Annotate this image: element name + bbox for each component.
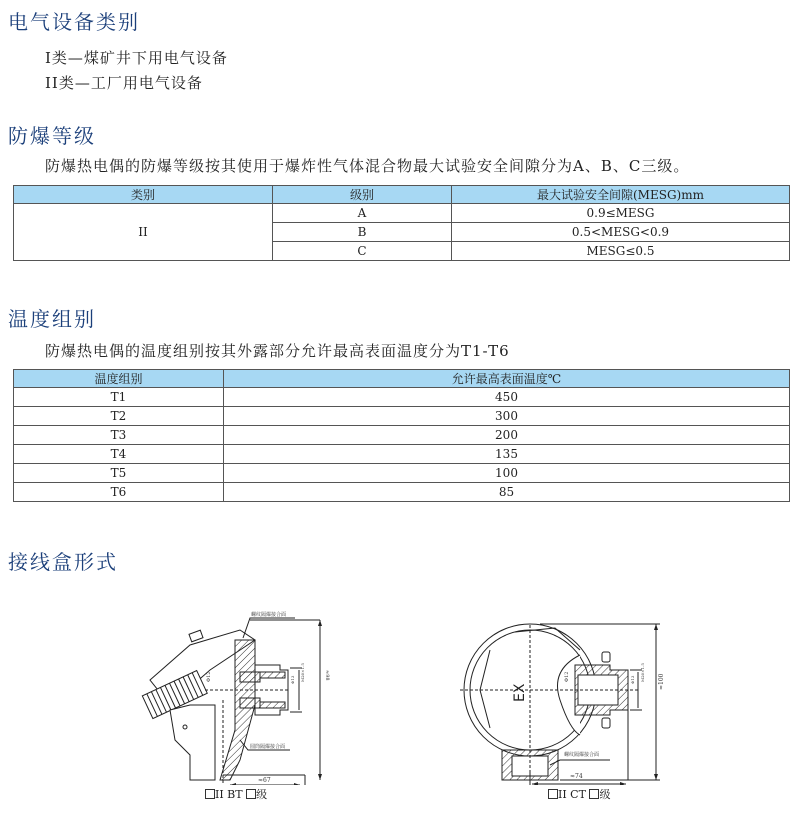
caption-ct-type: II CT — [558, 788, 586, 801]
temp-cell: 300 — [224, 407, 790, 426]
level-cell: C — [273, 242, 452, 261]
dim-d1: Φ12 — [206, 671, 212, 682]
temp-cell: 200 — [224, 426, 790, 445]
section-title-explosion-level: 防爆等级 — [8, 124, 96, 148]
caption-ct-level: 级 — [599, 788, 611, 801]
dim-width: ≈74 — [570, 773, 583, 780]
header-category: 类别 — [14, 186, 273, 204]
level-cell: B — [273, 223, 452, 242]
label-thread-joint: 螺纹隔爆接合面 — [564, 752, 600, 758]
caption-bt-type: II BT — [215, 788, 243, 801]
temp-cell: 85 — [224, 483, 790, 502]
blank-box-icon — [246, 789, 256, 799]
dim-thread: M20×1.5 — [300, 663, 305, 682]
dim-thread: M20×1.5 — [640, 663, 645, 682]
header-group: 温度组别 — [14, 370, 224, 388]
group-cell: T3 — [14, 426, 224, 445]
section-title-temperature-group: 温度组别 — [8, 307, 96, 331]
group-cell: T4 — [14, 445, 224, 464]
blank-box-icon — [548, 789, 558, 799]
section-title-junction-box: 接线盒形式 — [8, 550, 118, 574]
caption-bt-level: 级 — [256, 788, 268, 801]
group-cell: T2 — [14, 407, 224, 426]
table-row — [14, 388, 790, 407]
table-row — [14, 483, 790, 502]
caption-bt — [205, 786, 267, 802]
header-temp: 允许最高表面温度℃ — [224, 370, 790, 388]
dim-width: ≈67 — [258, 777, 271, 784]
table-header-row — [14, 370, 790, 388]
dim-d1: Φ12 — [564, 671, 570, 682]
mesg-cell: 0.5<MESG<0.9 — [452, 223, 790, 242]
explosion-level-desc: 防爆热电偶的防爆等级按其使用于爆炸性气体混合物最大试验安全间隙分为A、B、C三级。 — [45, 157, 690, 175]
temp-cell: 135 — [224, 445, 790, 464]
table-row — [14, 445, 790, 464]
group-cell: T6 — [14, 483, 224, 502]
dim-d2: Φ13 — [290, 675, 295, 684]
ex-mark: EX — [512, 683, 528, 702]
junction-box-bt-drawing — [130, 610, 330, 785]
section-title-equipment-class: 电气设备类别 — [8, 10, 140, 34]
dim-height: ≈100 — [658, 673, 665, 690]
class-ii-line: II类—工厂用电气设备 — [45, 74, 203, 92]
header-level: 级别 — [273, 186, 452, 204]
table-header-row — [14, 186, 790, 204]
table-row — [14, 464, 790, 483]
table-row — [14, 204, 790, 223]
label-thread-joint: 螺纹隔爆接合面 — [251, 612, 287, 618]
junction-box-ct-drawing — [460, 610, 700, 785]
blank-box-icon — [589, 789, 599, 799]
caption-ct — [548, 786, 610, 802]
temperature-group-desc: 防爆热电偶的温度组别按其外露部分允许最高表面温度分为T1-T6 — [45, 342, 510, 360]
mesg-cell: 0.9≤MESG — [452, 204, 790, 223]
group-cell: T5 — [14, 464, 224, 483]
mesg-cell: MESG≤0.5 — [452, 242, 790, 261]
temperature-group-table — [13, 369, 790, 502]
class-i-line: I类—煤矿井下用电气设备 — [45, 49, 228, 67]
table-row — [14, 407, 790, 426]
category-cell: II — [14, 204, 273, 261]
temp-cell: 100 — [224, 464, 790, 483]
temp-cell: 450 — [224, 388, 790, 407]
table-row — [14, 426, 790, 445]
dim-d2: Φ13 — [630, 675, 635, 684]
dim-height: ≈98 — [324, 670, 330, 681]
explosion-level-table — [13, 185, 790, 261]
group-cell: T1 — [14, 388, 224, 407]
level-cell: A — [273, 204, 452, 223]
label-cylinder-joint: 圆筒隔爆接合面 — [250, 744, 286, 750]
blank-box-icon — [205, 789, 215, 799]
header-mesg: 最大试验安全间隙(MESG)mm — [452, 186, 790, 204]
